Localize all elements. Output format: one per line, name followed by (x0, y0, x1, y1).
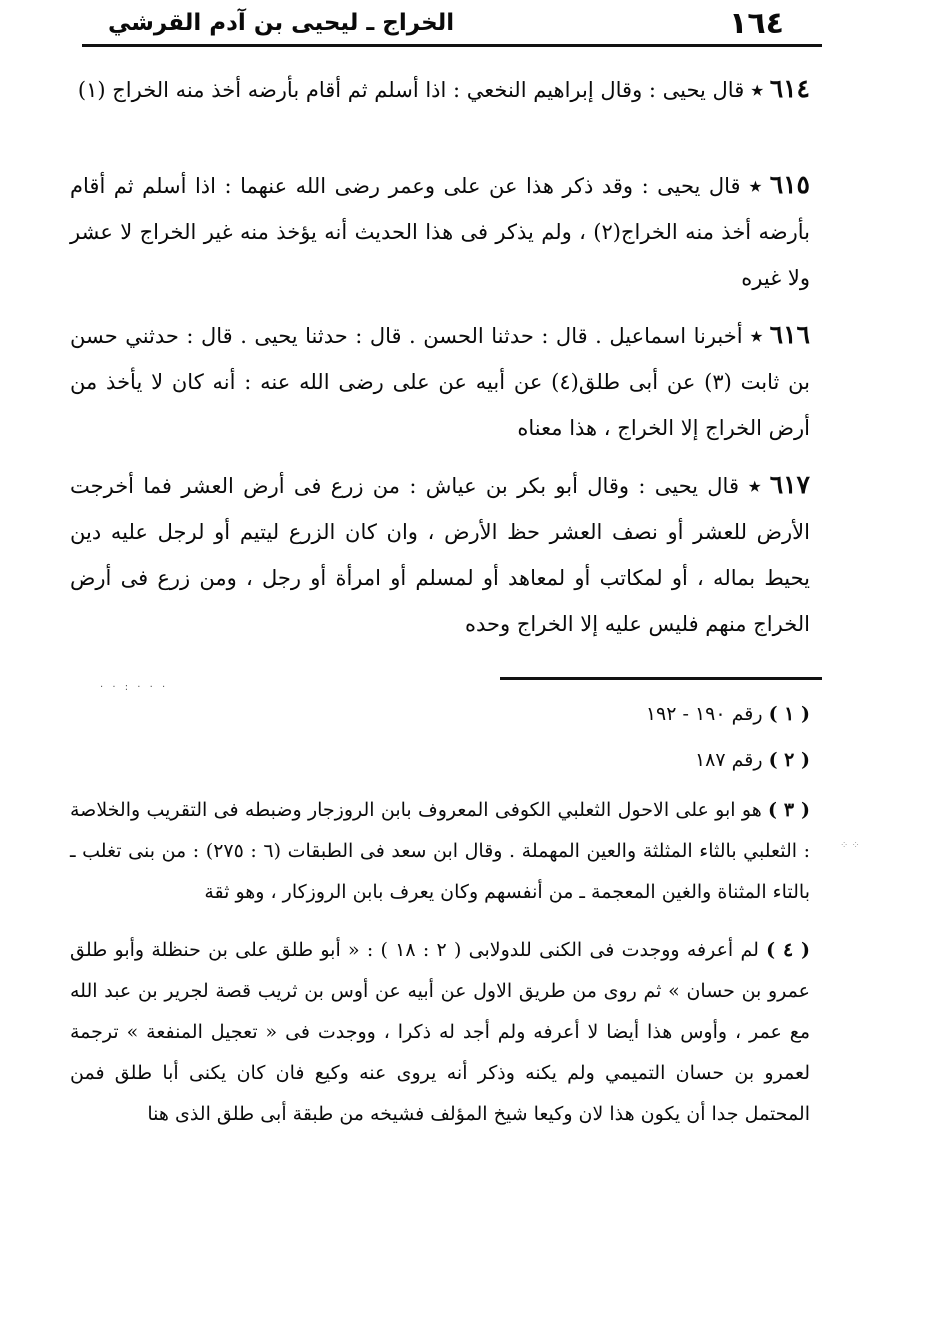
entry-number: ٦١٥ (769, 170, 810, 199)
scan-speckle: · · : · · · (100, 682, 169, 693)
footnote-1 (70, 694, 810, 735)
footnote-divider (500, 677, 822, 680)
entry-617 (70, 462, 810, 647)
entry-text: قال يحيى : وقال أبو بكر بن عياش : من زرع فى أرض العشر فما أخرجت الأرض للعشر أو نصف العشر حظ الأرض ، وان كان الزرع ليتيم أو لرجل عليه دين يحيط بماله ، أو لمكاتب أو لمعاهد أو لمسلم أو امرأة أو رجل ، ومن زرع فى أرض الخراج منهم فليس عليه إلا الخراج وحده (70, 474, 810, 636)
running-header (78, 6, 818, 42)
entry-number: ٦١٧ (769, 470, 810, 499)
entry-text: أخبرنا اسماعيل . قال : حدثنا الحسن . قال : حدثنا يحيى . قال : حدثني حسن بن ثابت (٣) عن أبى طلق(٤) عن أبيه عن على رضى الله عنه : أنه كان لا يأخذ من أرض الخراج إلا الخراج ، هذا معناه (70, 324, 810, 440)
entry-marker: ٭ (742, 323, 763, 348)
footnote-text: لم أعرفه ووجدت فى الكنى للدولابى ( ٢ : ١٨ ) : « أبو طلق على بن حنظلة وأبو طلق عمرو بن حسان » ثم روى من طريق الاول عن أبيه عن أوس بن ثريب قصة لجرير بن عبد الله مع عمر ، وأوس هذا أيضا لا أعرفه ولم أجد له ذكرا ، ووجدت فى « تعجيل المنفعة » ترجمة لعمرو بن حسان التميمي ولم يكنه وذكر أنه يروى عنه وكيع فان كان يكنى أبا طلق فمن المحتمل جدا أن يكون هذا لان وكيعا شيخ المؤلف فشيخه من طبقة أبى طلق الذى هنا (70, 939, 810, 1125)
running-title: الخراج ـ ليحيى بن آدم القرشي (108, 10, 455, 36)
scan-speckle: ⁘⁘ (840, 840, 863, 851)
footnote-2 (70, 740, 810, 781)
footnote-label: ( ٤ ) (766, 939, 811, 961)
entry-616 (70, 312, 810, 451)
entry-text: قال يحيى : وقد ذكر هذا عن على وعمر رضى الله عنهما : اذا أسلم ثم أقام بأرضه أخذ منه الخراج(٢) ، ولم يذكر فى هذا الحديث أنه يؤخذ منه غير الخراج لا عشر ولا غيره (70, 174, 810, 290)
footnote-4 (70, 930, 810, 1135)
header-divider (82, 44, 822, 47)
entry-marker: ٭ (740, 173, 762, 198)
footnote-text: رقم ١٩٠ - ١٩٢ (645, 703, 763, 725)
footnote-3 (70, 790, 810, 913)
footnote-label: ( ٣ ) (768, 799, 810, 821)
entry-marker: ٭ (744, 77, 764, 102)
entry-614 (70, 66, 810, 113)
entry-615 (70, 162, 810, 301)
entry-marker: ٭ (739, 473, 761, 498)
entry-number: ٦١٦ (769, 320, 810, 349)
entry-text: قال يحيى : وقال إبراهيم النخعي : اذا أسلم ثم أقام بأرضه أخذ منه الخراج (١) (77, 78, 745, 102)
footnote-label: ( ١ ) (768, 703, 810, 725)
entry-number: ٦١٤ (769, 74, 810, 103)
footnote-label: ( ٢ ) (768, 749, 810, 771)
footnote-text: هو ابو على الاحول الثعلبي الكوفى المعروف بابن الروزجار وضبطه فى التقريب والخلاصة : الثعلبي بالثاء المثلثة والعين المهملة . وقال ابن سعد فى الطبقات (٦ : ٢٧٥) : من بنى تغلب ـ بالتاء المثناة والغين المعجمة ـ من أنفسهم وكان يعرف بابن الروزكار ، وهو ثقة (70, 799, 810, 903)
page-number: ١٦٤ (729, 6, 784, 41)
footnote-text: رقم ١٨٧ (694, 749, 763, 771)
